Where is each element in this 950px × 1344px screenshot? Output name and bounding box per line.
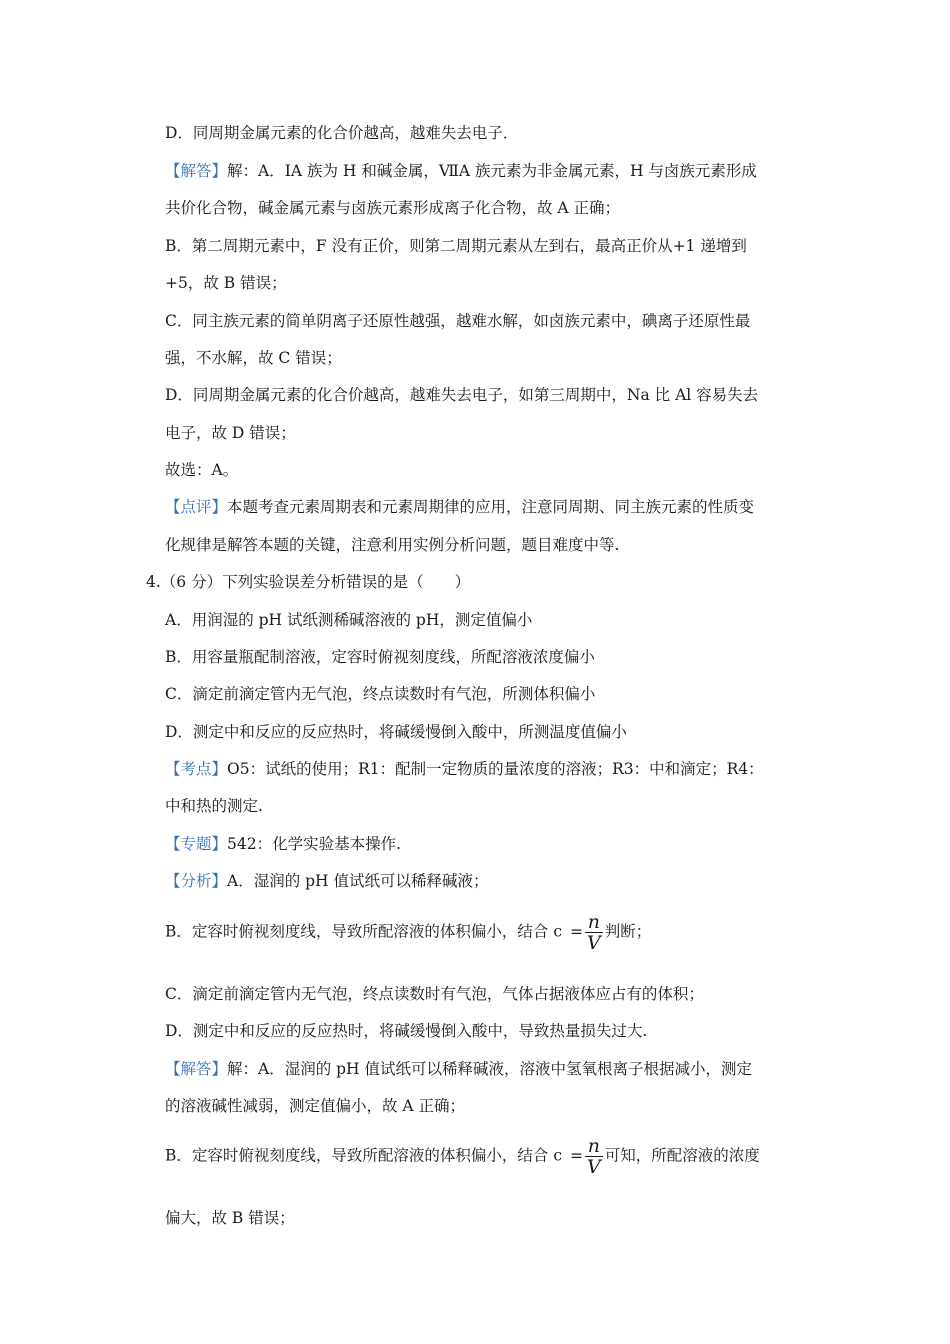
- text-line: 的溶液碱性减弱，测定值偏小，故 A 正确；: [165, 1097, 466, 1115]
- text-line: 化规律是解答本题的关键，注意利用实例分析问题，题目难度中等.: [165, 536, 620, 554]
- text-line: 【点评】本题考查元素周期表和元素周期律的应用，注意同周期、同主族元素的性质变: [165, 498, 755, 516]
- formula-line: B．定容时俯视刻度线，导致所配溶液的体积偏小，结合 c = $\frac{n}{V}$ 判断；: [165, 911, 652, 954]
- option-a: A．用润湿的 pH 试纸测稀碱溶液的 pH，测定值偏小: [165, 611, 533, 629]
- option-b: B．用容量瓶配制溶液，定容时俯视刻度线，所配溶液浓度偏小: [165, 648, 595, 666]
- answer-tag: 【解答】: [165, 162, 228, 180]
- fraction: $\frac{n}{V}$: [587, 911, 601, 954]
- topic-tag: 【考点】: [165, 760, 228, 778]
- text-line: 【解答】解：A．ⅠA 族为 H 和碱金属，ⅦA 族元素为非金属元素，H 与卤族元素形成: [165, 162, 757, 180]
- text-line: +5，故 B 错误；: [165, 274, 287, 292]
- text-line: D．同周期金属元素的化合价越高，越难失去电子．: [165, 124, 519, 142]
- text-line: 【解答】解：A．湿润的 pH 值试纸可以稀释碱液，溶液中氢氧根离子根据减小，测定: [165, 1060, 753, 1078]
- text-line: D．测定中和反应的反应热时，将碱缓慢倒入酸中，导致热量损失过大.: [165, 1022, 648, 1040]
- text-line: 共价化合物，碱金属元素与卤族元素形成离子化合物，故 A 正确；: [165, 199, 621, 217]
- text-line: 故选：A。: [165, 461, 239, 479]
- answer-tag: 【解答】: [165, 1060, 228, 1078]
- option-c: C．滴定前滴定管内无气泡，终点读数时有气泡，所测体积偏小: [165, 685, 596, 703]
- text-line: 中和热的测定.: [165, 797, 263, 815]
- fraction: $\frac{n}{V}$: [587, 1135, 601, 1178]
- text-line: 【专题】542：化学实验基本操作.: [165, 835, 402, 853]
- text-line: C．同主族元素的简单阴离子还原性越强，越难水解，如卤族元素中，碘离子还原性最: [165, 312, 751, 330]
- formula-line: B．定容时俯视刻度线，导致所配溶液的体积偏小，结合 c = $\frac{n}{V}$ 可知，所配溶液的浓度: [165, 1135, 760, 1178]
- text-line: B．第二周期元素中，F 没有正价，则第二周期元素从左到右，最高正价从+1 递增到: [165, 237, 747, 255]
- text-line: 偏大，故 B 错误；: [165, 1209, 295, 1227]
- text-line: D．同周期金属元素的化合价越高，越难失去电子，如第三周期中，Na 比 Al 容易失去: [165, 386, 759, 404]
- analysis-tag: 【分析】: [165, 872, 228, 890]
- comment-tag: 【点评】: [165, 498, 228, 516]
- text-line: 【考点】O5：试纸的使用；R1：配制一定物质的量浓度的溶液；R3：中和滴定；R4：: [165, 760, 764, 778]
- text-line: 【分析】A．湿润的 pH 值试纸可以稀释碱液；: [165, 872, 489, 890]
- text-line: 强，不水解，故 C 错误；: [165, 349, 342, 367]
- option-d: D．测定中和反应的反应热时，将碱缓慢倒入酸中，所测温度值偏小: [165, 723, 627, 741]
- text-line: C．滴定前滴定管内无气泡，终点读数时有气泡，气体占据液体应占有的体积；: [165, 985, 704, 1003]
- subject-tag: 【专题】: [165, 835, 228, 853]
- question-title: 4.（6 分）下列实验误差分析错误的是（ ）: [146, 573, 471, 591]
- text-line: 电子，故 D 错误；: [165, 424, 296, 442]
